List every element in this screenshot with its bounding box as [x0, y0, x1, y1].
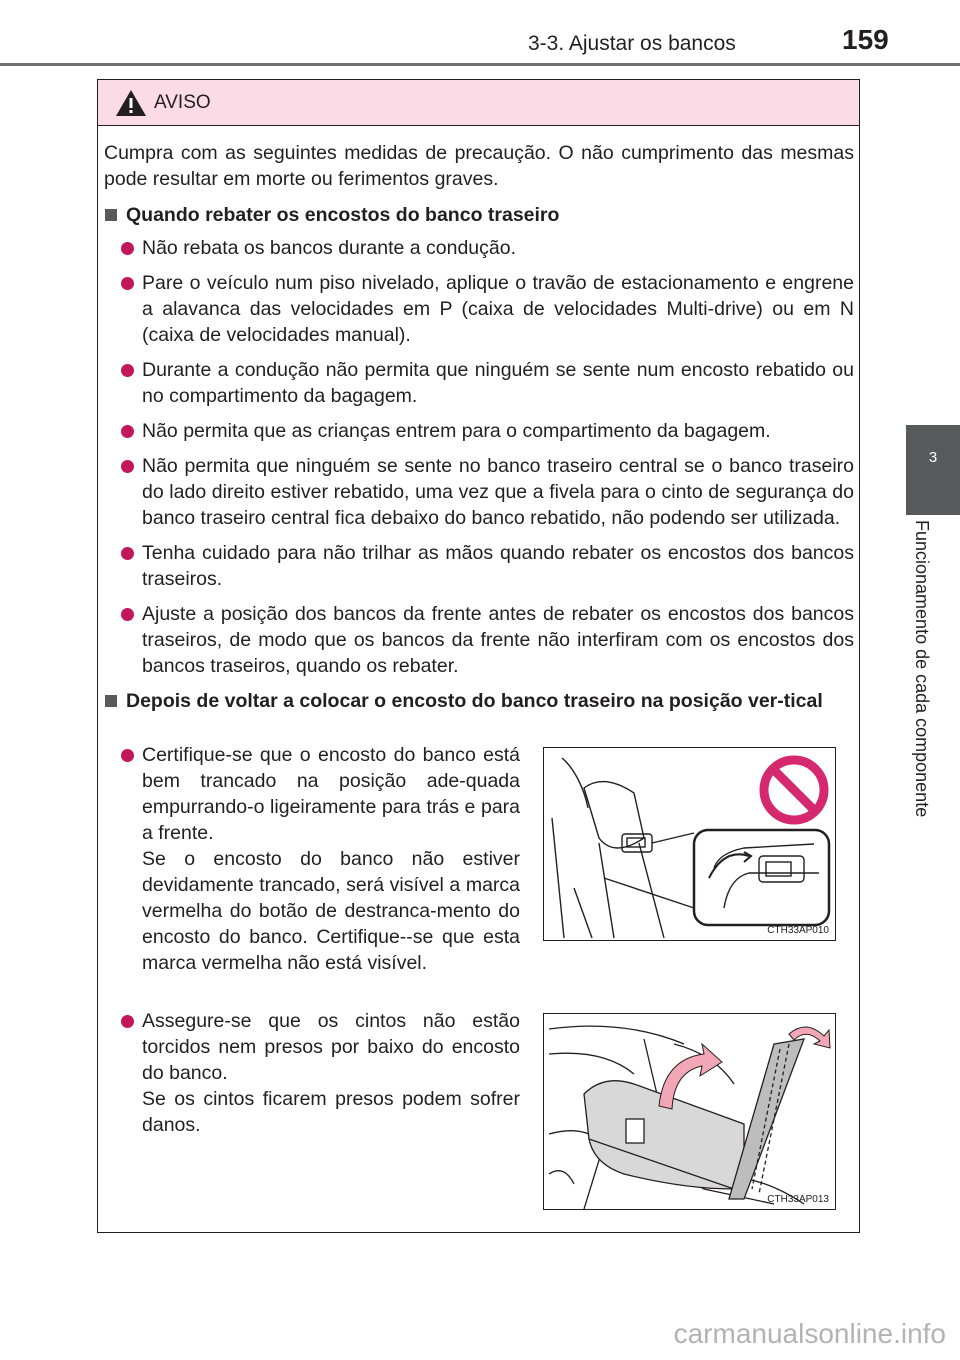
list-item-text: Não permita que ninguém se sente no banco traseiro central se o banco traseiro do lado direito estiver rebatido, uma vez que a fivela para o cinto de segurança do banco traseiro central fica debaixo do banco rebatido, não podendo ser utilizada.: [142, 455, 854, 529]
section-heading: [104, 202, 854, 228]
list-item-main: [104, 1008, 520, 1086]
figure-seat-belt: [543, 1013, 836, 1210]
header-rule: [0, 63, 960, 66]
section-heading: [104, 688, 854, 714]
list-item-text: Pare o veículo num piso nivelado, aplique o travão de estacionamento e engrene a alavanca das velocidades em P (caixa de velocidades Multi-drive) ou em N (caixa de velocidades manual).: [142, 272, 854, 346]
list-item: [104, 270, 854, 348]
list-item: [104, 1008, 520, 1138]
list-item: [104, 601, 854, 679]
watermark: carmanualsonline.info: [673, 1318, 946, 1349]
seatback-lock-illustration: [544, 748, 835, 940]
list-item: [104, 453, 854, 531]
figure-seat-lock: [543, 747, 836, 941]
list-item: [104, 235, 854, 261]
bullet-dot-icon: [121, 242, 134, 255]
warning-triangle-icon: [114, 88, 148, 118]
list-item: [104, 540, 854, 592]
warning-label: AVISO: [154, 92, 211, 113]
list-item-text: Tenha cuidado para não trilhar as mãos quando rebater os encostos dos bancos traseiros.: [142, 542, 854, 590]
bullet-dot-icon: [121, 277, 134, 290]
bullet-dot-icon: [121, 460, 134, 473]
square-bullet-icon: [105, 209, 117, 221]
list-item-text: Não rebata os bancos durante a condução.: [142, 237, 517, 259]
page-number: 159: [842, 24, 889, 55]
warning-header: [98, 80, 859, 126]
section-heading-text: Quando rebater os encostos do banco traseiro: [126, 204, 560, 226]
list-item-text: Certifique-se que o encosto do banco está bem trancado na posição ade-quada empurrando-o ligeiramente para trás e para a frente.: [142, 744, 520, 844]
list-item: [104, 357, 854, 409]
section-heading-text: Depois de voltar a colocar o encosto do banco traseiro na posição ver-tical: [126, 690, 823, 712]
chapter-label: Funcionamento de cada componente: [912, 520, 932, 818]
figure-code: CTH33AP010: [767, 925, 829, 936]
list-item-text: Não permita que as crianças entrem para o compartimento da bagagem.: [142, 420, 771, 442]
bullet-dot-icon: [121, 749, 134, 762]
bullet-dot-icon: [121, 364, 134, 377]
list-item-note: Se os cintos ficarem presos podem sofrer danos.: [142, 1088, 520, 1136]
chapter-number: 3: [928, 449, 938, 466]
header-section-title: 3-3. Ajustar os bancos: [528, 32, 736, 55]
list-item-text: Assegure-se que os cintos não estão torcidos nem presos por baixo do encosto do banco.: [142, 1010, 520, 1084]
bullet-dot-icon: [121, 425, 134, 438]
seatbelt-illustration: [544, 1014, 835, 1209]
warning-intro: Cumpra com as seguintes medidas de precaução. O não cumprimento das mesmas pode resultar em morte ou ferimentos graves.: [104, 142, 854, 190]
list-item: [104, 742, 520, 976]
warning-content: [104, 140, 854, 721]
list-item-text: Durante a condução não permita que ninguém se sente num encosto rebatido ou no compartimento da bagagem.: [142, 359, 854, 407]
list-item-note: Se o encosto do banco não estiver devidamente trancado, será visível a marca vermelha do botão de destranca-mento do encosto do banco. Certifique--se que esta marca vermelha não está visível.: [142, 848, 520, 974]
list-item-text: Ajuste a posição dos bancos da frente antes de rebater os encostos dos bancos traseiros, de modo que os bancos da frente não interfiram com os encostos dos bancos traseiros, quando os rebater.: [142, 603, 854, 677]
bullet-dot-icon: [121, 547, 134, 560]
square-bullet-icon: [105, 695, 117, 707]
list-item-main: [104, 742, 520, 846]
figure-code: CTH33AP013: [767, 1194, 829, 1205]
list-item: [104, 418, 854, 444]
bullet-dot-icon: [121, 608, 134, 621]
bullet-dot-icon: [121, 1015, 134, 1028]
chapter-tab: [906, 425, 960, 515]
fold-arrow-icon: [659, 1044, 722, 1109]
